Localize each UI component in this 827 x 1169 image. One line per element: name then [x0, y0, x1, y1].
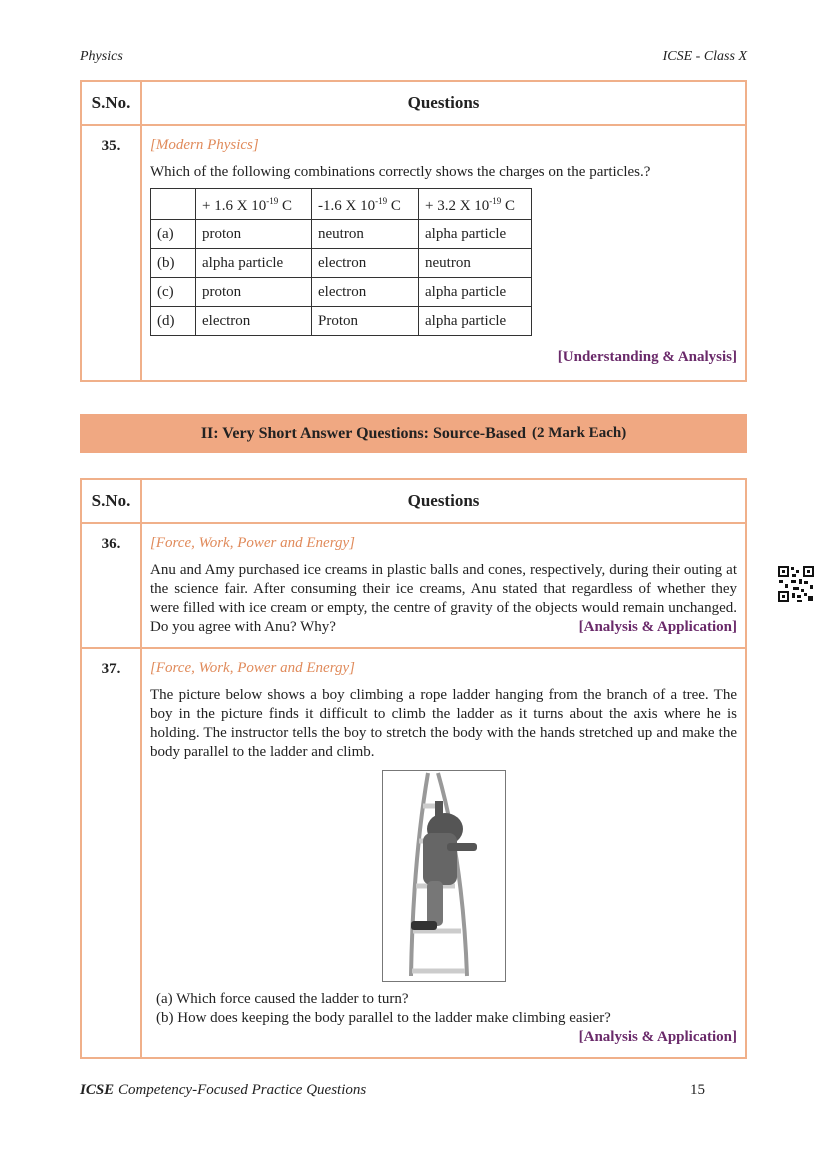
question-number: 36. — [81, 523, 141, 648]
question-number: 37. — [81, 648, 141, 1058]
option-cell: neutron — [419, 249, 532, 278]
option-cell: electron — [196, 307, 312, 336]
question-text: The picture below shows a boy climbing a rope ladder hanging from the branch of a tree. The boy in the picture finds it difficult to climb the ladder as it turns about the axis where he is holding. The instructor tells the boy to stretch the body with the hands stretched up and make the body parallel to the ladder and climb. — [150, 687, 737, 760]
option-row — [151, 220, 532, 249]
topic-label: [Modern Physics] — [150, 137, 259, 153]
running-header-class: ICSE - Class X — [662, 49, 747, 64]
option-label: (b) — [151, 249, 196, 278]
charge-header-3: + 3.2 X $10^{-19}$ C — [419, 189, 532, 220]
question-text: Which of the following combinations correctly shows the charges on the particles.? — [150, 164, 651, 180]
running-header-subject: Physics — [80, 49, 123, 64]
competency-tag: [Analysis & Application] — [578, 619, 737, 635]
competency-tag: [Understanding & Analysis] — [557, 349, 737, 365]
charge-options-table — [150, 188, 532, 336]
questions-header: Questions — [141, 81, 746, 125]
sno-header: S.No. — [81, 479, 141, 523]
page-number: 15 — [690, 1082, 705, 1098]
boy-climbing-ladder-image — [382, 770, 506, 982]
option-cell: alpha particle — [419, 278, 532, 307]
option-row — [151, 249, 532, 278]
question-text: Anu and Amy purchased ice creams in plastic balls and cones, respectively, during their outing at the science fair. After consuming their ice creams, Anu stated that regardless of whether they were filled with ice cream or empty, the centre of gravity of the objects would remain unchanged. Do you agree with Anu? Why? [Analysis & Application] — [150, 562, 737, 635]
question-number: 35. — [81, 125, 141, 381]
option-cell: alpha particle — [419, 220, 532, 249]
option-cell: alpha particle — [419, 307, 532, 336]
sub-question-a: (a) Which force caused the ladder to turn? — [156, 991, 409, 1007]
option-label: (a) — [151, 220, 196, 249]
question-table-1 — [80, 80, 747, 382]
option-cell: electron — [312, 249, 419, 278]
option-label: (c) — [151, 278, 196, 307]
competency-tag: [Analysis & Application] — [578, 1029, 737, 1045]
option-label: (d) — [151, 307, 196, 336]
topic-label: [Force, Work, Power and Energy] — [150, 535, 355, 551]
sno-header: S.No. — [81, 81, 141, 125]
footer-title: ICSE Competency-Focused Practice Questions — [80, 1082, 367, 1098]
option-row — [151, 278, 532, 307]
option-cell: alpha particle — [196, 249, 312, 278]
option-cell: proton — [196, 220, 312, 249]
question-37 — [141, 648, 746, 1058]
questions-header: Questions — [141, 479, 746, 523]
option-row — [151, 307, 532, 336]
question-36 — [141, 523, 746, 648]
question-35 — [141, 125, 746, 381]
section-banner — [80, 414, 747, 453]
ladder-illustration — [383, 771, 505, 981]
sub-question-b: (b) How does keeping the body parallel to the ladder make climbing easier? — [156, 1010, 611, 1026]
option-cell: electron — [312, 278, 419, 307]
option-cell: neutron — [312, 220, 419, 249]
charge-header-1: + 1.6 X $10^{-19}$ C — [196, 189, 312, 220]
topic-label: [Force, Work, Power and Energy] — [150, 660, 355, 676]
qr-code-icon — [777, 565, 815, 603]
section-title: II: Very Short Answer Questions: Source-Based — [200, 424, 527, 442]
charge-header-2: -1.6 X $10^{-19}$ C — [312, 189, 419, 220]
option-cell: Proton — [312, 307, 419, 336]
question-table-2 — [80, 478, 747, 1059]
option-cell: proton — [196, 278, 312, 307]
section-marks: (2 Mark Each) — [532, 425, 627, 441]
